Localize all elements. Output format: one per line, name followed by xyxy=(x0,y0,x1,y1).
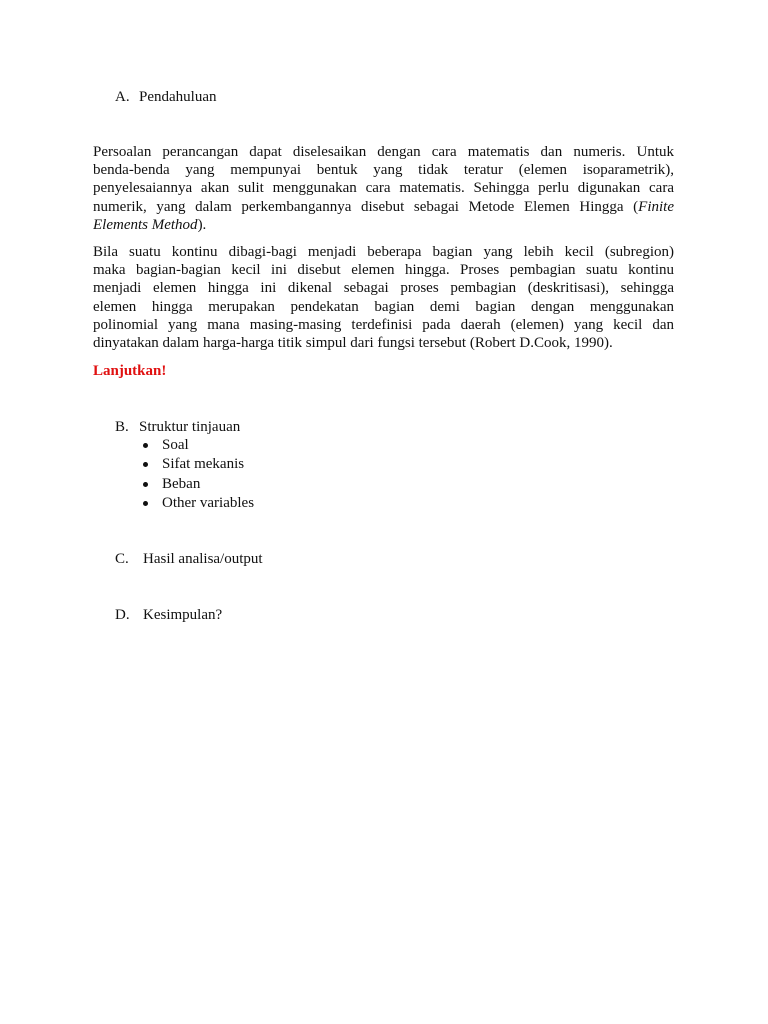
section-d-heading xyxy=(115,606,222,624)
paragraph-fe-line: menjadi elemen hingga ini dikenal sebagai proses pembagian (deskritisasi), sehingga xyxy=(93,280,674,297)
section-b-heading xyxy=(115,418,240,436)
paragraph-intro-line: numerik, yang dalam perkembangannya disebut sebagai Metode Elemen Hingga ( xyxy=(93,198,639,215)
structure-bullet-list xyxy=(140,436,254,513)
paragraph-fe-line: elemen hingga merupakan pendekatan bagian demi bagian dengan menggunakan xyxy=(93,298,674,315)
list-item xyxy=(140,475,254,494)
paragraph-finite-element xyxy=(93,243,674,352)
italic-term-elements-method: Elements Method xyxy=(93,216,198,233)
list-item-label: Beban xyxy=(162,475,201,492)
list-item xyxy=(140,436,254,455)
paragraph-fe-line: dinyatakan dalam harga-harga titik simpul dari fungsi tersebut (Robert D.Cook, 1990). xyxy=(93,335,613,352)
list-item-label: Soal xyxy=(162,437,189,453)
section-d-letter: D. xyxy=(115,607,130,623)
section-a-title: Pendahuluan xyxy=(139,89,217,105)
section-a-letter: A. xyxy=(115,89,130,105)
paragraph-fe-line: polinomial yang mana masing-masing terdefinisi pada daerah (elemen) yang kecil dan xyxy=(93,316,674,333)
section-c-letter: C. xyxy=(115,551,129,567)
continue-label: Lanjutkan! xyxy=(93,363,167,379)
paragraph-intro-tail: ). xyxy=(197,216,207,233)
paragraph-intro-line: penyelesaiannya akan sulit menggunakan cara matematis. Sehingga perlu digunakan cara xyxy=(93,180,674,197)
bullet-icon xyxy=(143,482,148,487)
paragraph-intro-last-line xyxy=(93,216,674,234)
section-a-heading xyxy=(115,88,216,106)
paragraph-fe-line: Bila suatu kontinu dibagi-bagi menjadi beberapa bagian yang lebih kecil (subregion) xyxy=(93,244,674,260)
list-item xyxy=(140,455,254,474)
paragraph-intro xyxy=(93,143,674,234)
bullet-icon xyxy=(143,462,148,467)
section-b-letter: B. xyxy=(115,419,129,435)
paragraph-fe-line: maka bagian-bagian kecil ini disebut elemen hingga. Proses pembagian suatu kontinu xyxy=(93,262,674,279)
list-item xyxy=(140,494,254,513)
section-c-title: Hasil analisa/output xyxy=(143,551,263,567)
paragraph-intro-line: Persoalan perancangan dapat diselesaikan dengan cara matematis dan numeris. Untuk xyxy=(93,144,674,160)
italic-term-finite: Finite xyxy=(638,198,674,215)
paragraph-intro-line: benda-benda yang mempunyai bentuk yang tidak teratur (elemen isoparametrik), xyxy=(93,162,674,179)
section-d-title: Kesimpulan? xyxy=(143,607,223,623)
section-c-heading xyxy=(115,550,263,568)
list-item-label: Sifat mekanis xyxy=(162,456,245,473)
section-b-title: Struktur tinjauan xyxy=(139,419,241,435)
list-item-label: Other variables xyxy=(162,494,255,511)
bullet-icon xyxy=(143,443,148,448)
bullet-icon xyxy=(143,501,148,506)
paragraph-intro-line-with-term xyxy=(93,198,674,216)
